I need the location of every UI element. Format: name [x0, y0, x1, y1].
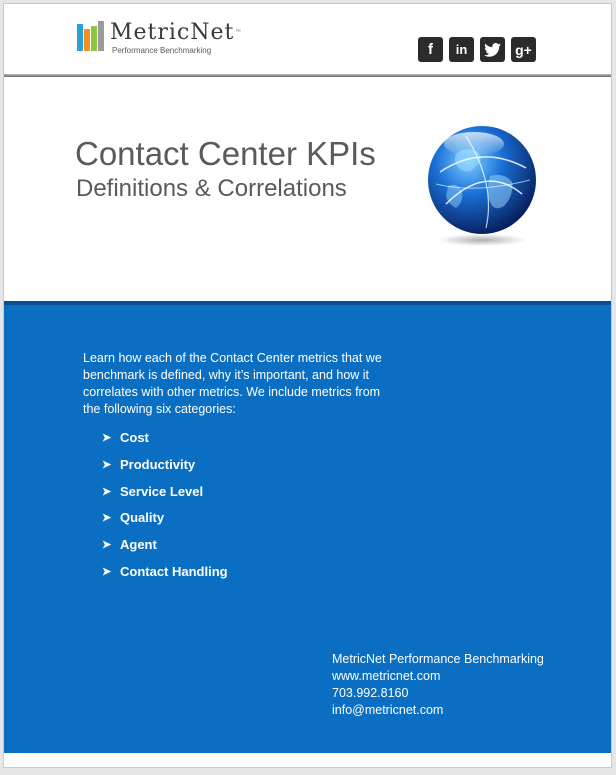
- arrow-bullet-icon: ➤: [102, 512, 112, 525]
- list-item: [102, 509, 228, 536]
- header-divider: [4, 74, 611, 77]
- info-panel: [4, 301, 611, 753]
- google-plus-icon[interactable]: g+: [511, 37, 536, 62]
- social-links: [418, 37, 536, 62]
- globe-icon: [426, 124, 538, 248]
- document-page: [3, 3, 612, 768]
- trademark-symbol: ™: [235, 29, 243, 36]
- category-label: Service Level: [120, 483, 204, 499]
- page-subtitle: Definitions & Correlations: [76, 175, 347, 202]
- category-label: Agent: [120, 537, 157, 553]
- list-item: [102, 563, 228, 590]
- category-list: [102, 429, 228, 590]
- email-link[interactable]: info@metricnet.com: [332, 703, 444, 717]
- linkedin-icon[interactable]: in: [449, 37, 474, 62]
- list-item: [102, 429, 228, 456]
- contact-block: [332, 651, 544, 719]
- brand-name: MetricNet™: [110, 20, 243, 45]
- arrow-bullet-icon: ➤: [102, 565, 112, 578]
- arrow-bullet-icon: ➤: [102, 485, 112, 498]
- intro-paragraph: Learn how each of the Contact Center metrics that we benchmark is defined, why it’s important, and how it correlates with other metrics. We include metrics from the following six categories:: [83, 351, 382, 416]
- list-item: [102, 536, 228, 563]
- list-item: [102, 456, 228, 483]
- arrow-bullet-icon: ➤: [102, 458, 112, 471]
- phone-number: 703.992.8160: [332, 686, 409, 700]
- brand-tagline: Performance Benchmarking: [112, 46, 212, 55]
- bar-chart-logo-icon: [77, 21, 104, 51]
- metricnet-logo: [77, 21, 242, 55]
- list-item: [102, 483, 228, 510]
- arrow-bullet-icon: ➤: [102, 432, 112, 444]
- facebook-icon[interactable]: f: [418, 37, 443, 62]
- category-label: Contact Handling: [120, 563, 228, 579]
- category-label: Productivity: [120, 456, 196, 472]
- company-name: MetricNet Performance Benchmarking: [332, 652, 544, 666]
- category-label: Cost: [120, 430, 149, 445]
- page-title: Contact Center KPIs: [75, 135, 376, 172]
- category-label: Quality: [120, 510, 165, 526]
- website-link[interactable]: www.metricnet.com: [332, 669, 441, 683]
- twitter-icon[interactable]: [480, 37, 505, 62]
- arrow-bullet-icon: ➤: [102, 539, 112, 552]
